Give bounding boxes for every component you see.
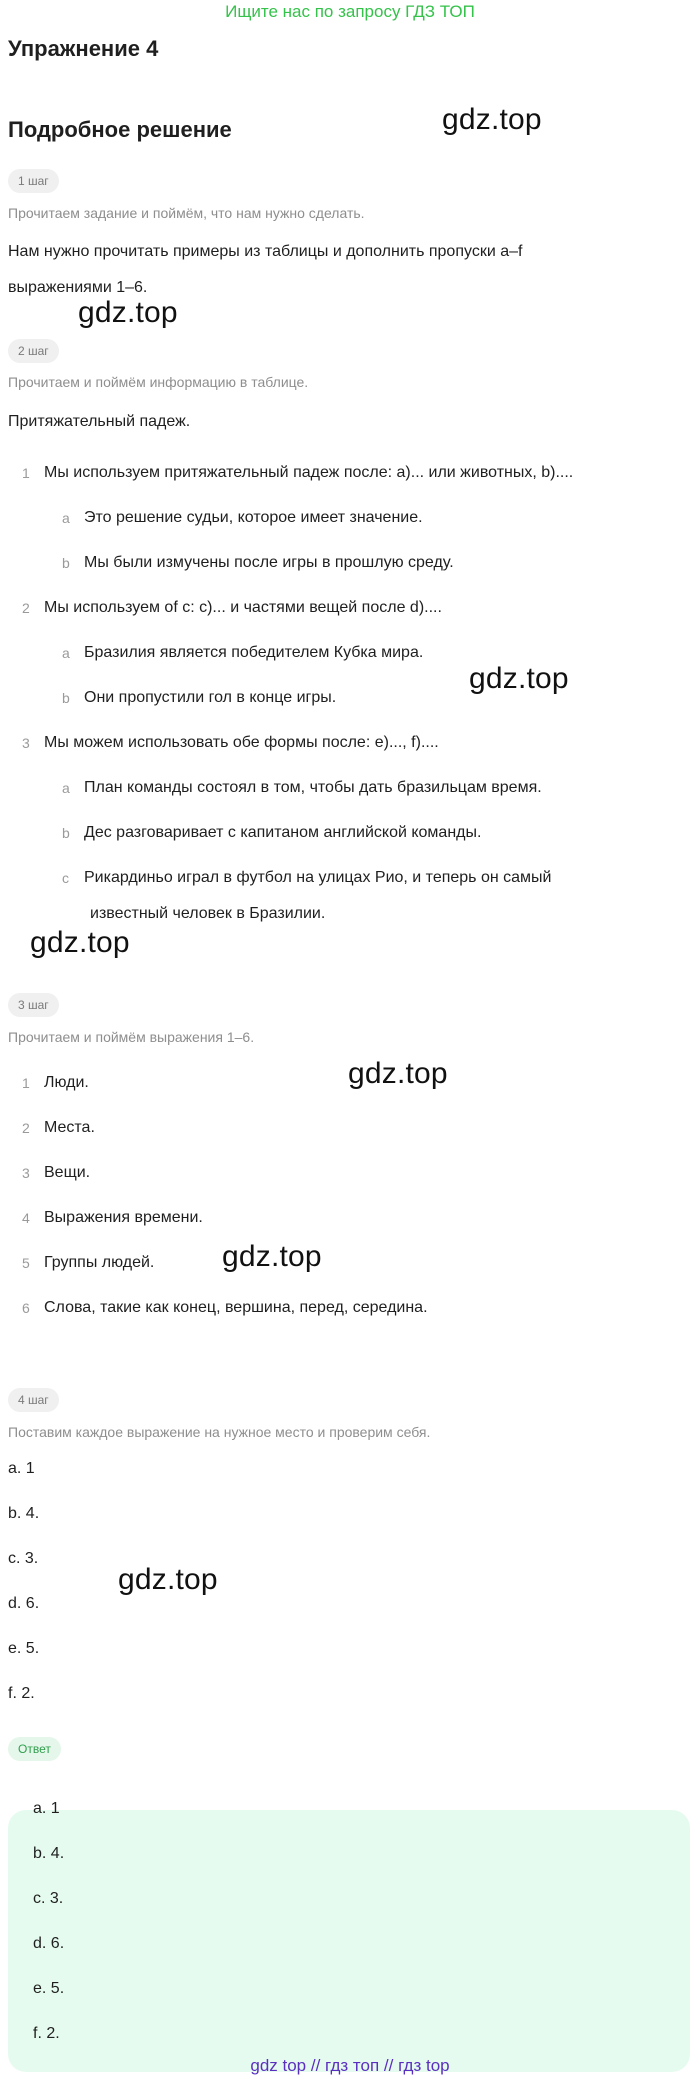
answer-box-line: e. 5. xyxy=(33,1980,65,1997)
watermark: gdz.top xyxy=(118,1563,218,1596)
sub-item xyxy=(62,644,423,662)
answer-line: c. 3. xyxy=(8,1550,39,1567)
answer-box-line: c. 3. xyxy=(33,1890,64,1907)
list-item xyxy=(22,1074,89,1092)
item-number: 3 xyxy=(22,1165,30,1181)
sub-item-letter: a xyxy=(62,645,70,661)
sub-item-text: Мы были измучены после игры в прошлую среду. xyxy=(84,554,454,571)
item-text: Группы людей. xyxy=(44,1254,155,1271)
sub-item-text: Бразилия является победителем Кубка мира. xyxy=(84,644,424,661)
sub-item xyxy=(62,824,481,842)
sub-item-letter: a xyxy=(62,780,70,796)
step-3-badge xyxy=(8,993,59,1017)
list-item xyxy=(22,1164,90,1182)
answer-line: f. 2. xyxy=(8,1685,35,1702)
sub-item-text: Дес разговаривает с капитаном английской команды. xyxy=(84,824,482,841)
item-number: 2 xyxy=(22,1120,30,1136)
footer-link-gdz-top[interactable]: gdz top xyxy=(250,2056,307,2075)
sub-item xyxy=(62,869,551,887)
item-number: 4 xyxy=(22,1210,30,1226)
watermark: gdz.top xyxy=(348,1057,448,1090)
item-text: Выражения времени. xyxy=(44,1209,203,1226)
list-item xyxy=(22,1254,154,1272)
answer-line: e. 5. xyxy=(8,1640,40,1657)
answer-box xyxy=(8,1810,690,2072)
answer-box-line: f. 2. xyxy=(33,2025,60,2042)
answer-box-line: a. 1 xyxy=(33,1800,60,1817)
list-item xyxy=(22,1299,428,1317)
sub-item xyxy=(62,689,336,707)
step-2-heading: Притяжательный падеж. xyxy=(8,413,191,430)
step-2-badge xyxy=(8,339,59,363)
sub-item xyxy=(62,554,454,572)
footer-separator: // xyxy=(383,2056,394,2075)
sub-item-text: Рикардиньо играл в футбол на улицах Рио, и теперь он самый xyxy=(84,869,552,886)
answer-badge xyxy=(8,1737,61,1761)
answer-line: b. 4. xyxy=(8,1505,40,1522)
list-item xyxy=(22,1119,95,1137)
footer-link-gdz-top-ru[interactable]: гдз топ xyxy=(325,2056,380,2075)
footer-link-gdz-top-mixed[interactable]: гдз top xyxy=(398,2056,450,2075)
step-3-hint: Прочитаем и поймём выражения 1–6. xyxy=(8,1029,255,1045)
watermark: gdz.top xyxy=(469,662,569,695)
answer-box-line: b. 4. xyxy=(33,1845,65,1862)
solution-title: Подробное решение xyxy=(8,117,232,142)
answer-label: Ответ xyxy=(8,1737,61,1761)
step-1-text-line2: выражениями 1–6. xyxy=(8,279,148,296)
list-item xyxy=(22,734,439,752)
footer-separator: // xyxy=(310,2056,321,2075)
step-label: 2 шаг xyxy=(8,339,59,363)
sub-item xyxy=(62,509,423,527)
sub-item-text: Они пропустили гол в конце игры. xyxy=(84,689,337,706)
item-number: 5 xyxy=(22,1255,30,1271)
item-text: Слова, такие как конец, вершина, перед, середина. xyxy=(44,1299,428,1316)
sub-item-text: План команды состоял в том, чтобы дать бразильцам время. xyxy=(84,779,542,796)
footer-links xyxy=(0,2056,700,2076)
sub-item-text-continued: известный человек в Бразилии. xyxy=(90,905,326,922)
answer-box-line: d. 6. xyxy=(33,1935,65,1952)
answer-line: a. 1 xyxy=(8,1460,35,1477)
item-number: 3 xyxy=(22,735,30,751)
item-text: Места. xyxy=(44,1119,95,1136)
answer-line: d. 6. xyxy=(8,1595,40,1612)
item-text: Вещи. xyxy=(44,1164,91,1181)
exercise-title: Упражнение 4 xyxy=(8,36,159,61)
watermark: gdz.top xyxy=(442,103,542,136)
step-1-hint: Прочитаем задание и поймём, что нам нужно сделать. xyxy=(8,205,365,221)
sub-item-letter: b xyxy=(62,825,70,841)
list-item xyxy=(22,599,442,617)
step-label: 4 шаг xyxy=(8,1388,59,1412)
step-2-hint: Прочитаем и поймём информацию в таблице. xyxy=(8,374,309,390)
item-number: 2 xyxy=(22,600,30,616)
step-1-text-line1: Нам нужно прочитать примеры из таблицы и дополнить пропуски a–f xyxy=(8,243,523,260)
item-text: Мы используем of с: c)... и частями вещей после d).... xyxy=(44,599,442,616)
sub-item-letter: a xyxy=(62,510,70,526)
watermark: gdz.top xyxy=(78,296,178,329)
sub-item-letter: b xyxy=(62,555,70,571)
item-text: Люди. xyxy=(44,1074,89,1091)
sub-item xyxy=(62,779,542,797)
step-label: 1 шаг xyxy=(8,169,59,193)
list-item xyxy=(22,464,573,482)
watermark: gdz.top xyxy=(30,926,130,959)
item-text: Мы используем притяжательный падеж после: a)... или животных, b).... xyxy=(44,464,574,481)
step-4-badge xyxy=(8,1388,59,1412)
item-text: Мы можем использовать обе формы после: e)..., f).... xyxy=(44,734,439,751)
step-1-badge xyxy=(8,169,59,193)
step-4-hint: Поставим каждое выражение на нужное место и проверим себя. xyxy=(8,1424,431,1440)
item-number: 1 xyxy=(22,465,30,481)
item-number: 1 xyxy=(22,1075,30,1091)
sub-item-letter: b xyxy=(62,690,70,706)
search-banner: Ищите нас по запросу ГДЗ ТОП xyxy=(225,2,475,21)
sub-item-text: Это решение судьи, которое имеет значение. xyxy=(84,509,423,526)
list-item xyxy=(22,1209,203,1227)
step-label: 3 шаг xyxy=(8,993,59,1017)
item-number: 6 xyxy=(22,1300,30,1316)
watermark: gdz.top xyxy=(222,1240,322,1273)
sub-item-letter: c xyxy=(62,870,69,886)
